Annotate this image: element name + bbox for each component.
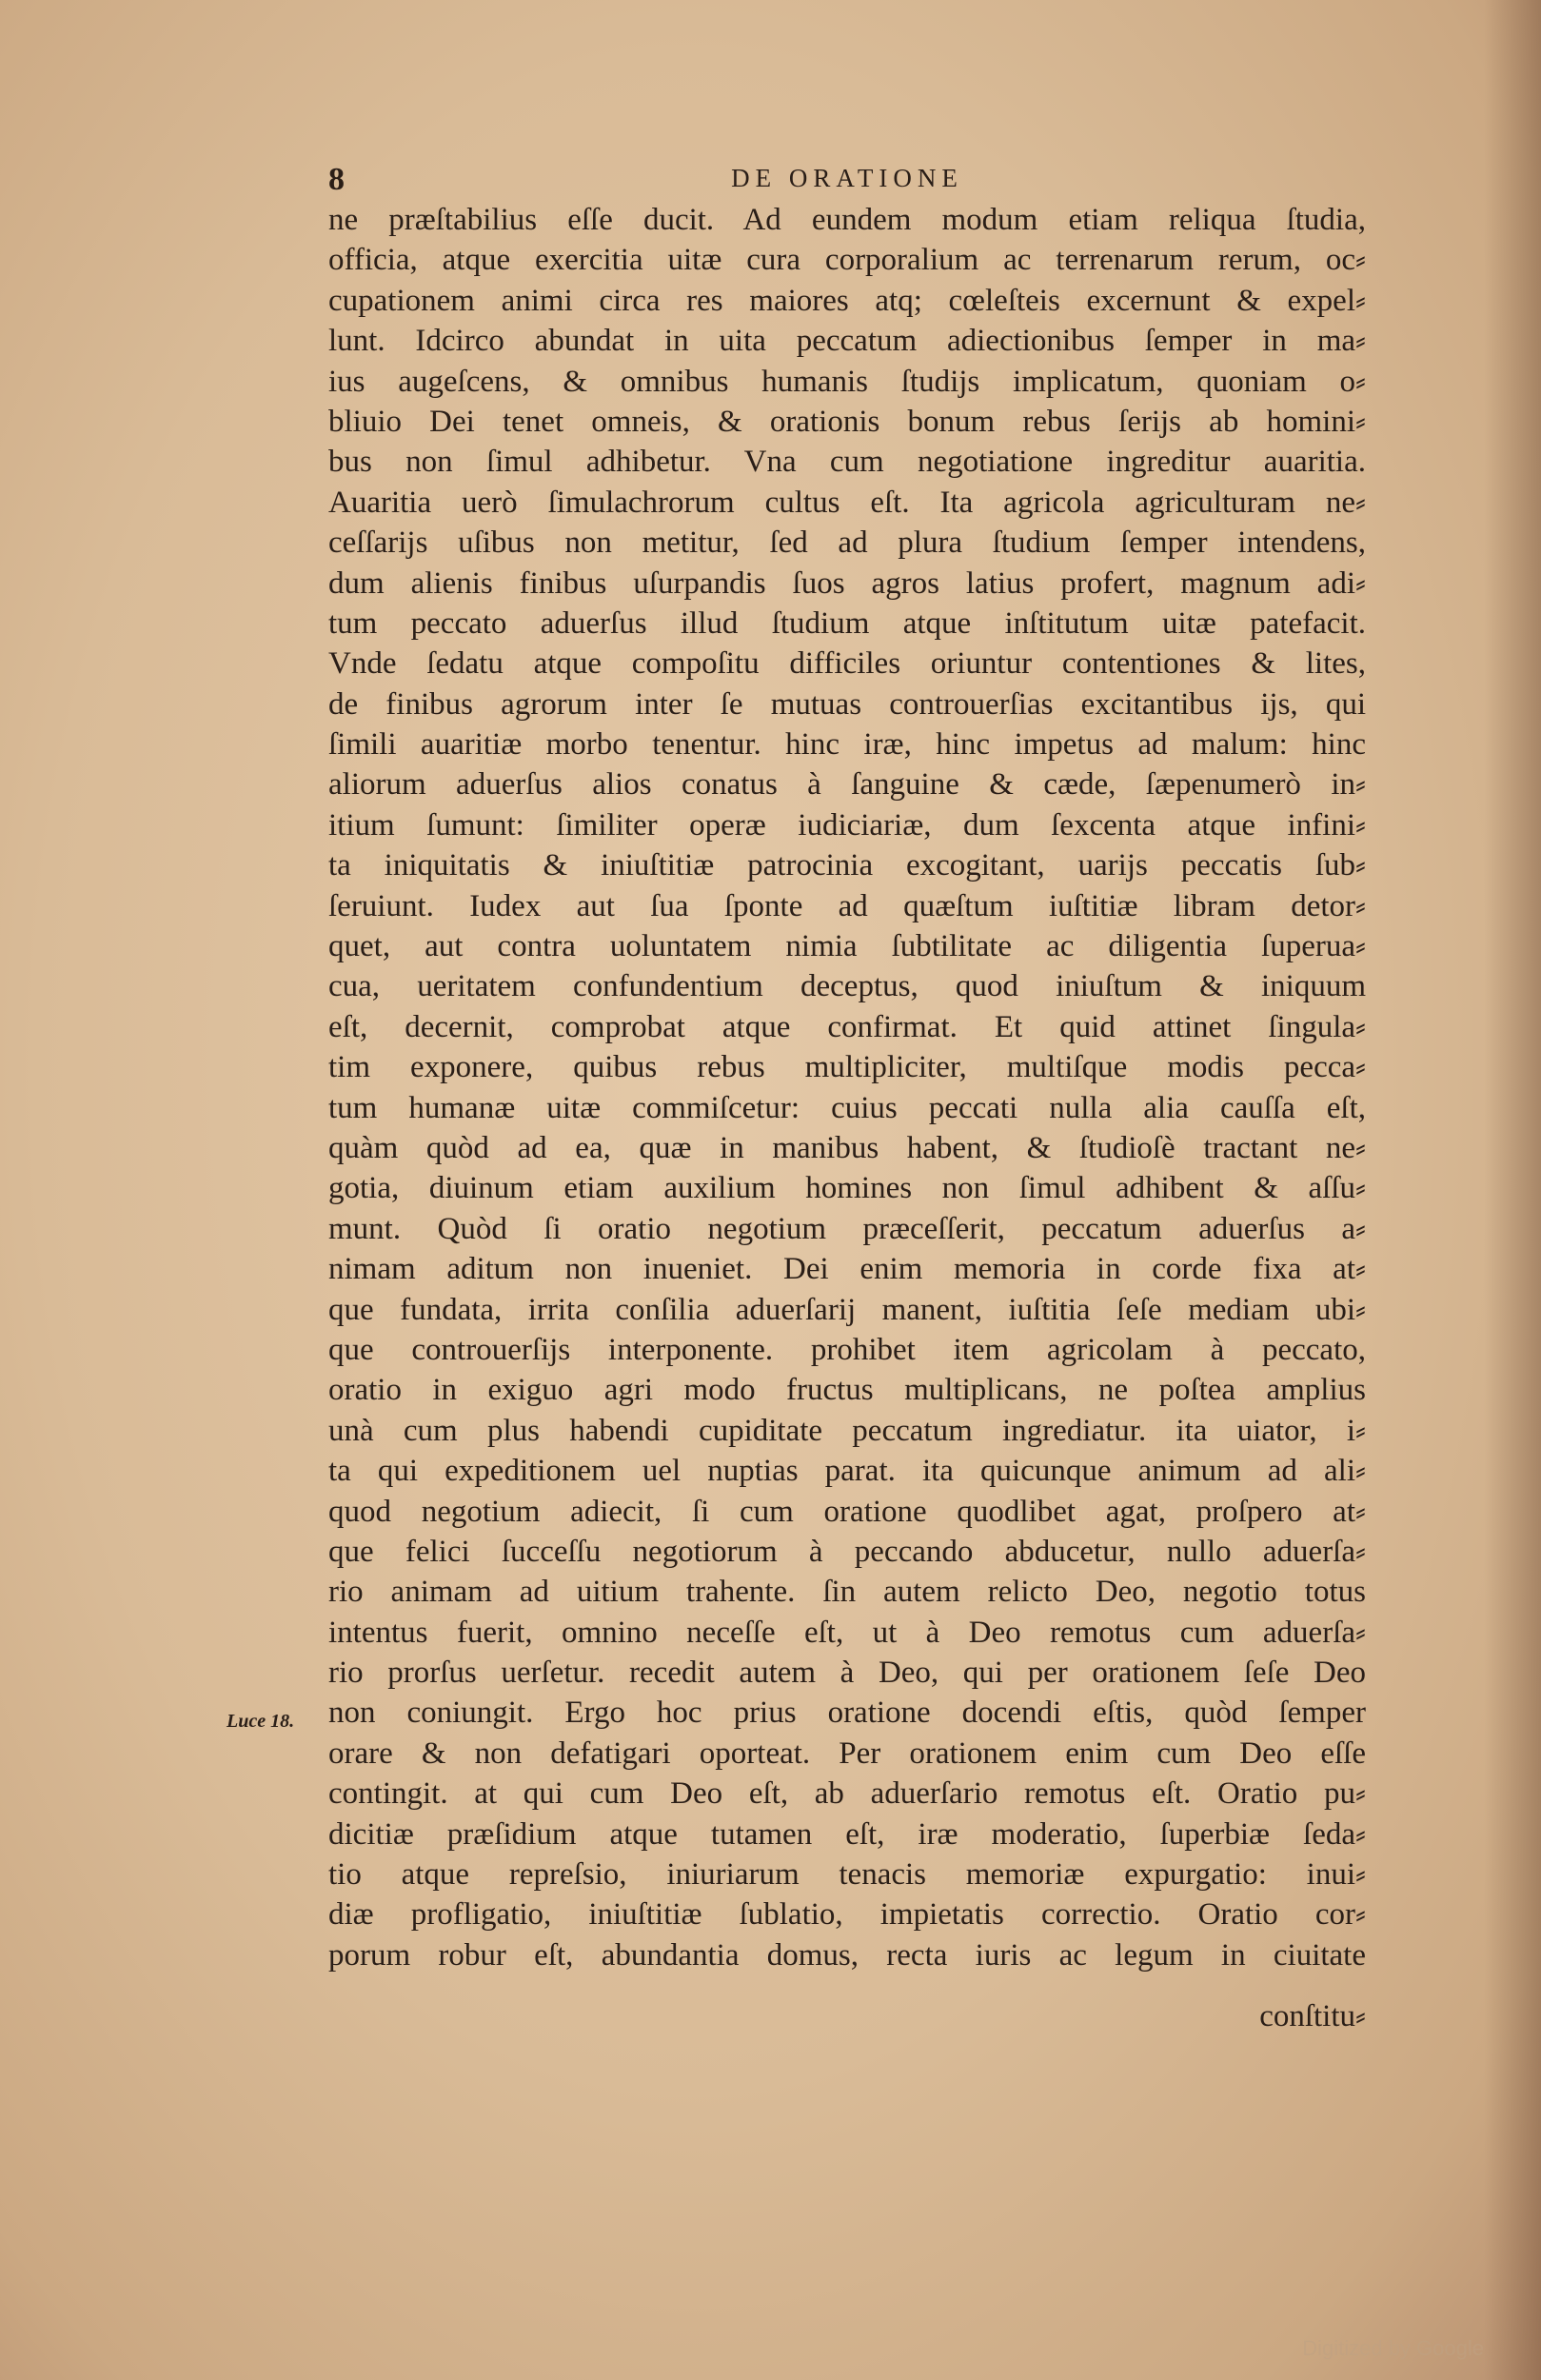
page-number: 8 <box>328 162 345 197</box>
text-line: que fundata, irrita conſilia aduerſarij manent, iuſtitia ſeſe mediam ubi⸗ <box>328 1292 1366 1327</box>
text-line: officia, atque exercitia uitæ cura corporalium ac terrenarum rerum, oc⸗ <box>328 243 1366 278</box>
text-line: Auaritia uerò ſimulachrorum cultus eſt. Ita agricola agriculturam ne⸗ <box>328 485 1366 520</box>
text-line: tum peccato aduerſus illud ſtudium atque inſtitutum uitæ patefacit. <box>328 605 1366 641</box>
margin-note: Luce 18. <box>227 1711 295 1732</box>
text-line: cua, ueritatem confundentium deceptus, quod iniuſtum & iniquum <box>328 969 1366 1004</box>
text-line: diæ profligatio, iniuſtitiæ ſublatio, impietatis correctio. Oratio cor⸗ <box>328 1897 1366 1933</box>
catchword: conſtitu⸗ <box>1259 1999 1366 2033</box>
text-line: porum robur eſt, abundantia domus, recta iuris ac legum in ciuitate <box>328 1937 1366 1973</box>
text-line: ceſſarijs uſibus non metitur, ſed ad plura ſtudium ſemper intendens, <box>328 526 1366 561</box>
text-line: bliuio Dei tenet omneis, & orationis bonum rebus ſerijs ab homini⸗ <box>328 404 1366 439</box>
text-line: lunt. Idcirco abundat in uita peccatum adiectionibus ſemper in ma⸗ <box>328 324 1366 359</box>
watermark: Digitized by Google <box>1302 2336 1484 2360</box>
text-line: rio animam ad uitium trahente. ſin autem relicto Deo, negotio totus <box>328 1575 1366 1610</box>
text-line: contingit. at qui cum Deo eſt, ab aduerſario remotus eſt. Oratio pu⸗ <box>328 1776 1366 1812</box>
text-line: quod negotium adiecit, ſi cum oratione quodlibet agat, proſpero at⸗ <box>328 1494 1366 1529</box>
text-line: unà cum plus habendi cupiditate peccatum ingrediatur. ita uiator, i⸗ <box>328 1413 1366 1448</box>
running-head: DE ORATIONE <box>731 164 963 192</box>
text-line: que controuerſijs interponente. prohibet item agricolam à peccato, <box>328 1332 1366 1367</box>
text-line: nimam aditum non inueniet. Dei enim memoria in corde fixa at⸗ <box>328 1252 1366 1287</box>
text-line: tio atque repreſsio, iniuriarum tenacis memoriæ expurgatio: inui⸗ <box>328 1857 1366 1893</box>
text-line: rio prorſus uerſetur. recedit autem à Deo, qui per orationem ſeſe Deo <box>328 1656 1366 1691</box>
text-line: munt. Quòd ſi oratio negotium præceſſerit, peccatum aduerſus a⸗ <box>328 1211 1366 1246</box>
text-line: ta qui expeditionem uel nuptias parat. ita quicunque animum ad ali⸗ <box>328 1454 1366 1489</box>
text-line: ſeruiunt. Iudex aut ſua ſponte ad quæſtum iuſtitiæ libram detor⸗ <box>328 888 1366 923</box>
text-line: tim exponere, quibus rebus multipliciter, multiſque modis pecca⸗ <box>328 1050 1366 1085</box>
text-line: cupationem animi circa res maiores atq; cœleſteis excernunt & expel⸗ <box>328 283 1366 318</box>
text-line: quet, aut contra uoluntatem nimia ſubtilitate ac diligentia ſuperua⸗ <box>328 929 1366 964</box>
text-line: non coniungit. Ergo hoc prius oratione docendi eſtis, quòd ſemper <box>328 1696 1366 1731</box>
page-edge-shadow <box>1484 0 1541 2380</box>
text-line: oratio in exiguo agri modo fructus multiplicans, ne poſtea amplius <box>328 1373 1366 1408</box>
text-line: aliorum aduerſus alios conatus à ſanguine & cæde, ſæpenumerò in⸗ <box>328 767 1366 803</box>
text-line: tum humanæ uitæ commiſcetur: cuius peccati nulla alia cauſſa eſt, <box>328 1090 1366 1125</box>
text-line: orare & non defatigari oporteat. Per orationem enim cum Deo eſſe <box>328 1735 1366 1771</box>
text-line: que felici ſucceſſu negotiorum à peccando abducetur, nullo aduerſa⸗ <box>328 1534 1366 1569</box>
page-header <box>328 160 1366 198</box>
body-text <box>328 200 1366 1975</box>
text-line: quàm quòd ad ea, quæ in manibus habent, & ſtudioſè tractant ne⸗ <box>328 1130 1366 1165</box>
text-line: eſt, decernit, comprobat atque confirmat. Et quid attinet ſingula⸗ <box>328 1009 1366 1044</box>
text-line: ſimili auaritiæ morbo tenentur. hinc iræ, hinc impetus ad malum: hinc <box>328 727 1366 763</box>
text-line: dum alienis finibus uſurpandis ſuos agros latius profert, magnum adi⸗ <box>328 565 1366 601</box>
text-line: de finibus agrorum inter ſe mutuas controuerſias excitantibus ijs, qui <box>328 686 1366 722</box>
text-line: bus non ſimul adhibetur. Vna cum negotiatione ingreditur auaritia. <box>328 445 1366 480</box>
text-line: itium ſumunt: ſimiliter operæ iudiciariæ, dum ſexcenta atque infini⸗ <box>328 807 1366 843</box>
text-line: Vnde ſedatu atque compoſitu difficiles oriuntur contentiones & lites, <box>328 646 1366 682</box>
text-line: intentus fuerit, omnino neceſſe eſt, ut à Deo remotus cum aduerſa⸗ <box>328 1615 1366 1650</box>
text-line: gotia, diuinum etiam auxilium homines non ſimul adhibent & aſſu⸗ <box>328 1171 1366 1206</box>
text-line: ta iniquitatis & iniuſtitiæ patrocinia excogitant, uarijs peccatis ſub⸗ <box>328 848 1366 883</box>
text-line: dicitiæ præſidium atque tutamen eſt, iræ moderatio, ſuperbiæ ſeda⸗ <box>328 1816 1366 1852</box>
text-line: ius augeſcens, & omnibus humanis ſtudijs implicatum, quoniam o⸗ <box>328 364 1366 399</box>
text-line: ne præſtabilius eſſe ducit. Ad eundem modum etiam reliqua ſtudia, <box>328 203 1366 237</box>
